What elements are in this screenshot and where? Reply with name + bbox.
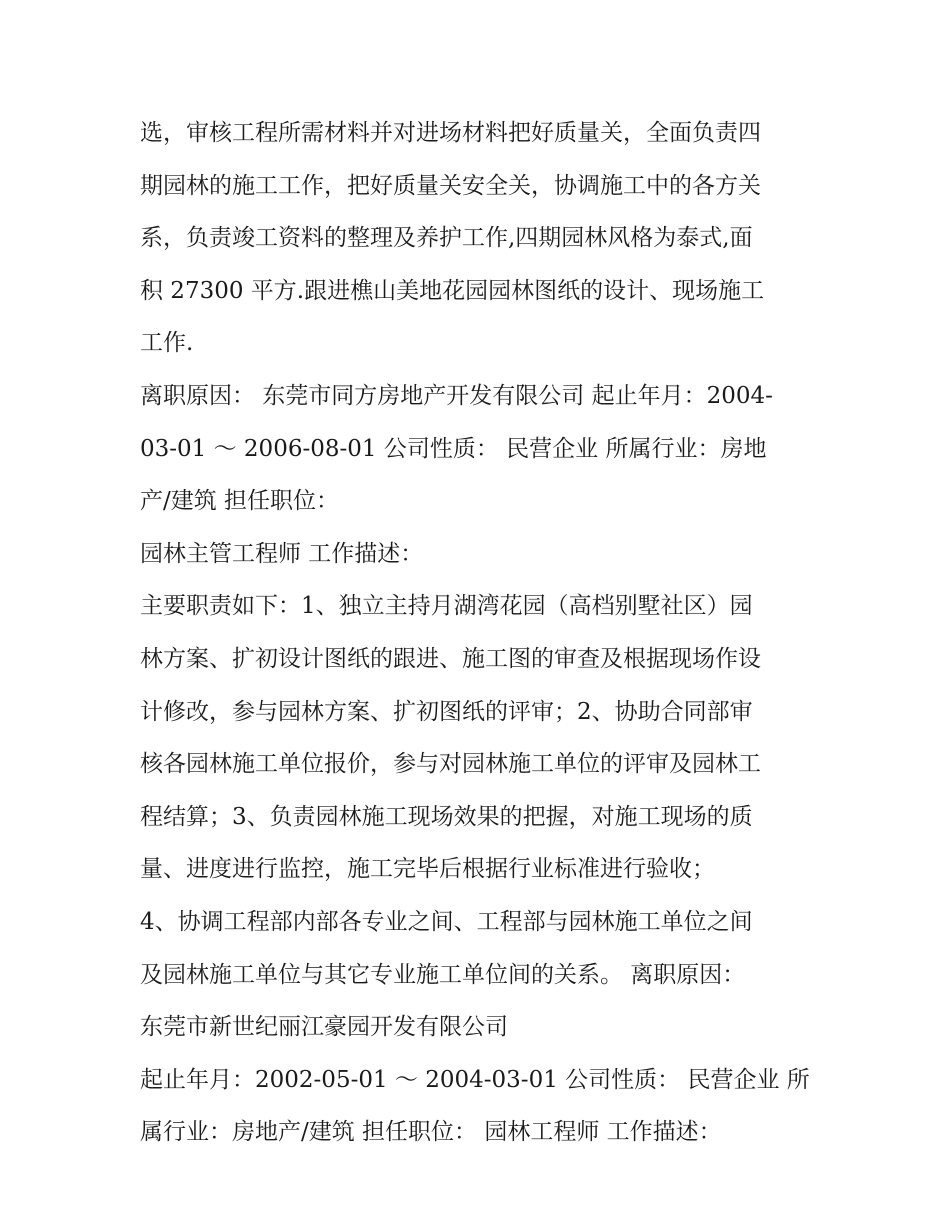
text-line-17: 及园林施工单位与其它专业施工单位间的关系。 离职原因： [140,961,746,988]
text-line-6: 离职原因： 东莞市同方房地产开发有限公司 起止年月：2004- [140,382,773,409]
text-line-13: 核各园林施工单位报价，参与对园林施工单位的评审及园林工 [140,751,761,778]
text-line-10: 主要职责如下：1、独立主持月湖湾花园（高档别墅社区）园 [140,593,753,620]
body-text [140,107,820,1159]
text-line-9: 园林主管工程师 工作描述： [140,540,424,567]
text-line-19: 起止年月：2002-05-01 ～ 2004-03-01 公司性质： 民营企业 所 [140,1066,810,1093]
text-line-3: 系，负责竣工资料的整理及养护工作,四期园林风格为泰式,面 [140,225,753,252]
text-line-7: 03-01 ～ 2006-08-01 公司性质： 民营企业 所属行业：房地 [140,435,767,462]
text-line-12: 计修改，参与园林方案、扩初图纸的评审；2、协助合同部审 [140,698,753,725]
text-line-14: 程结算；3、负责园林施工现场效果的把握，对施工现场的质 [140,803,753,830]
text-line-15: 量、进度进行监控，施工完毕后根据行业标准进行验收； [140,856,715,883]
text-line-11: 林方案、扩初设计图纸的跟进、施工图的审查及根据现场作设 [140,645,761,672]
text-line-2: 期园林的施工工作，把好质量关安全关，协调施工中的各方关 [140,172,761,199]
text-line-18: 东莞市新世纪丽江豪园开发有限公司 [140,1014,508,1041]
text-line-1: 选，审核工程所需材料并对进场材料把好质量关，全面负责四 [140,120,761,146]
text-line-5: 工作. [140,330,194,357]
text-line-16: 4、协调工程部内部各专业之间、工程部与园林施工单位之间 [140,908,753,935]
text-line-8: 产/建筑 担任职位： [140,488,340,515]
text-line-20: 属行业：房地产/建筑 担任职位： 园林工程师 工作描述： [140,1119,722,1146]
text-line-4: 积 27300 平方.跟进樵山美地花园园林图纸的设计、现场施工 [140,277,765,304]
